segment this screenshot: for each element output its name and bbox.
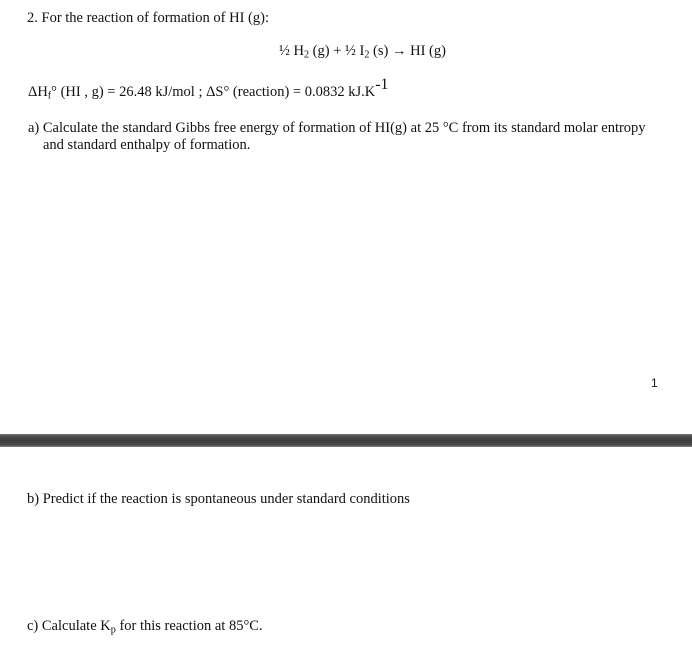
part-c	[27, 618, 263, 635]
reaction-i2-subscript: 2	[364, 49, 370, 61]
reaction-equation	[279, 43, 446, 60]
reaction-h2-state: (g) +	[312, 43, 346, 59]
part-a-line-2: and standard enthalpy of formation.	[43, 137, 251, 153]
reaction-i2-state-and-product: (s) → HI (g)	[373, 43, 446, 59]
page-separator	[0, 434, 692, 447]
thermo-values: ° (HI , g) = 26.48 kJ/mol ; ΔS° (reaction) = 0.0832 kJ.K	[51, 84, 376, 100]
reaction-i2: ½ I	[345, 43, 365, 59]
enthalpy-symbol: ΔH	[28, 84, 48, 100]
question-title: 2. For the reaction of formation of HI (g):	[27, 10, 269, 26]
part-c-prefix: c) Calculate K	[27, 618, 111, 634]
reaction-h2-subscript: 2	[303, 49, 310, 61]
entropy-unit-exponent: -1	[375, 75, 389, 93]
part-a-line-1: a) Calculate the standard Gibbs free energy of formation of HI(g) at 25 °C from its standard molar entropy	[28, 120, 646, 136]
thermo-data	[28, 75, 389, 102]
part-c-suffix: for this reaction at 85°C.	[115, 618, 263, 634]
part-b: b) Predict if the reaction is spontaneous under standard conditions	[27, 491, 410, 507]
reaction-h2: ½ H	[279, 43, 304, 59]
page-number: 1	[651, 376, 658, 390]
part-c-subscript: p	[110, 624, 116, 636]
enthalpy-subscript: f	[47, 90, 52, 102]
